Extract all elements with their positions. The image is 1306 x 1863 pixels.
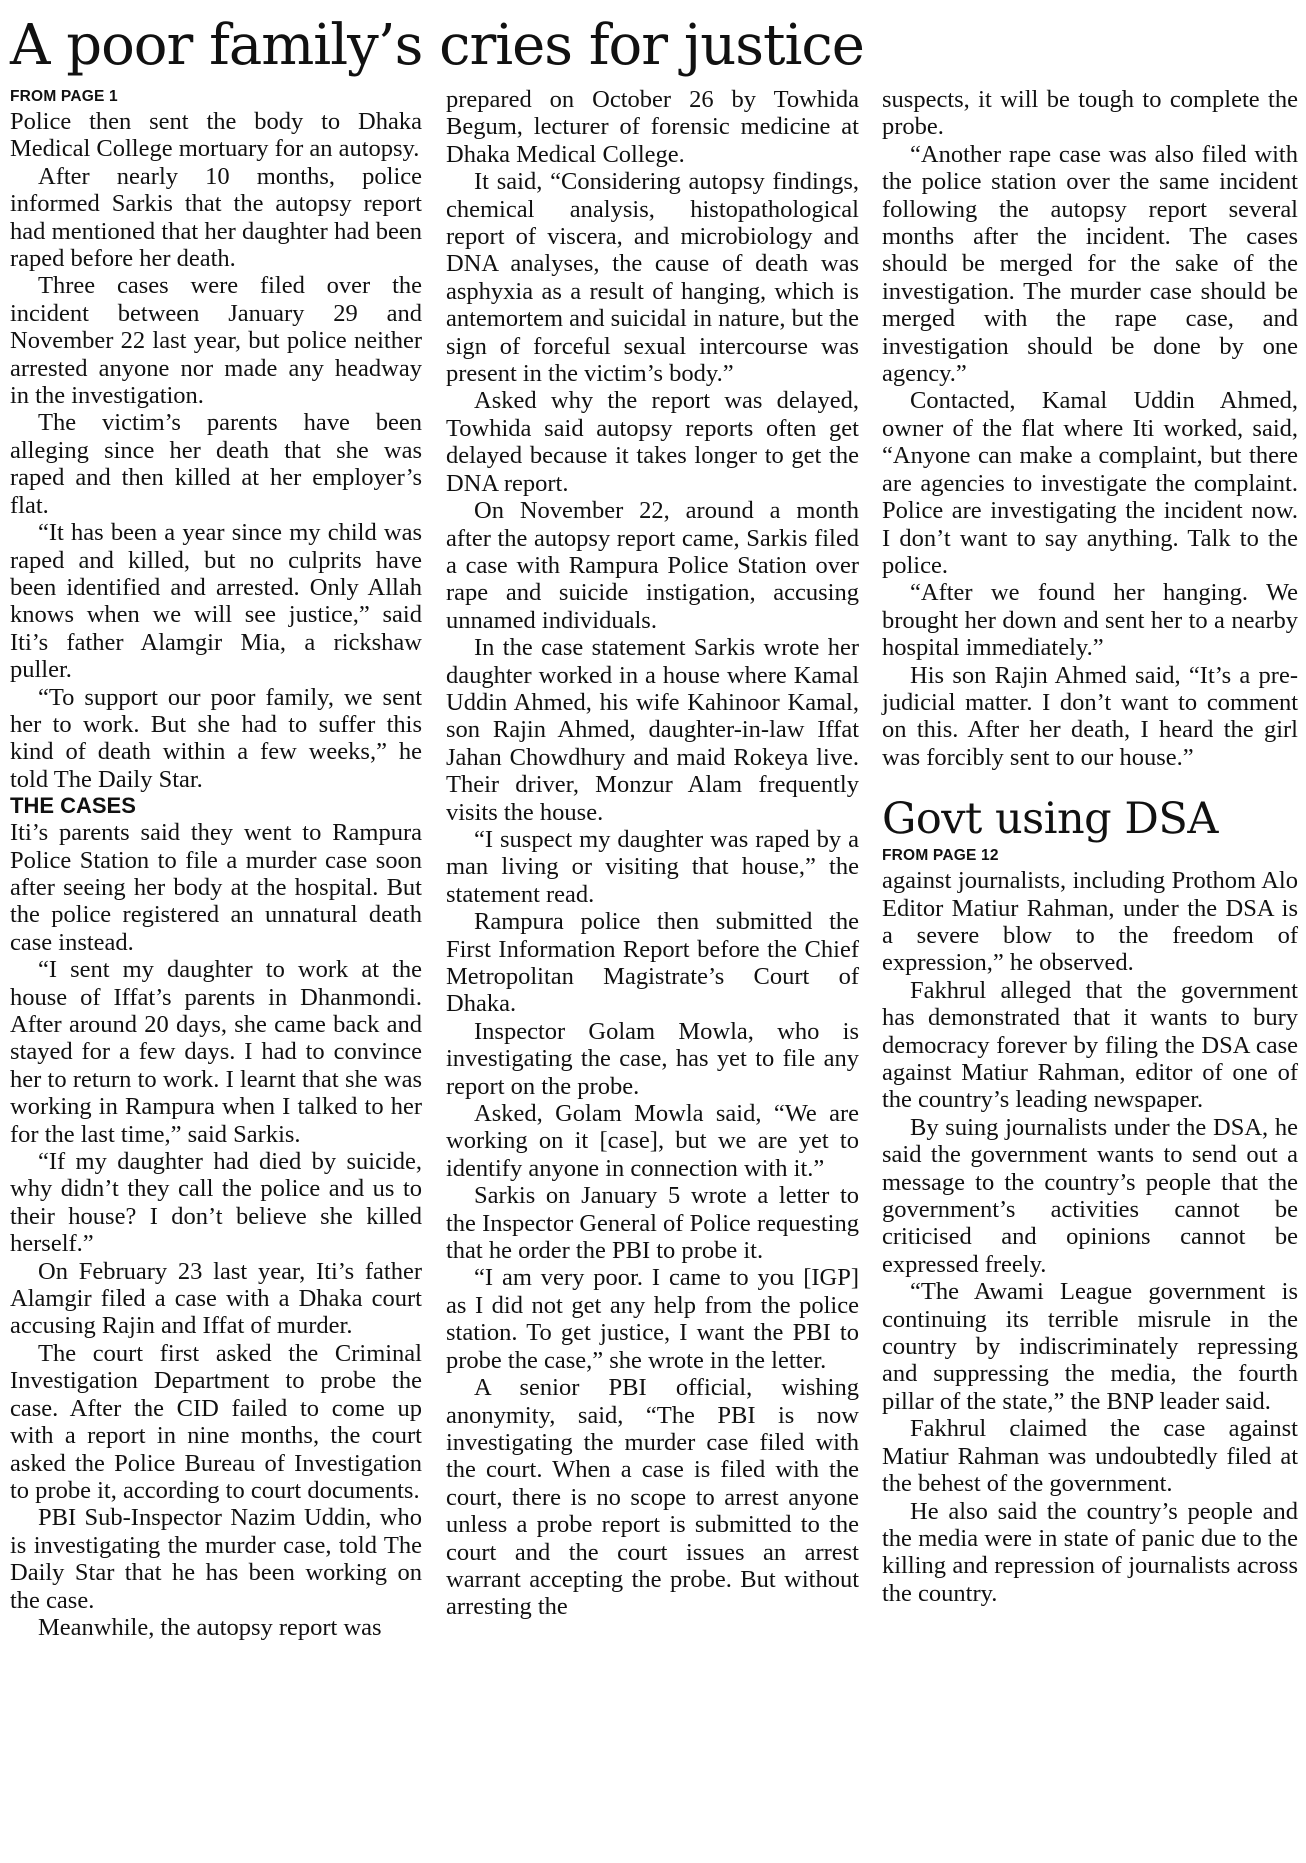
paragraph: “The Awami League government is continuing its terrible misrule in the country by indiscriminately repressing and suppressing the media, the fourth pillar of the state,” the BNP leader said. — [882, 1278, 1298, 1415]
paragraph: suspects, it will be tough to complete the probe. — [882, 86, 1298, 141]
paragraph: “If my daughter had died by suicide, why didn’t they call the police and us to their house? I don’t believe she killed herself.” — [10, 1148, 422, 1258]
paragraph: His son Rajin Ahmed said, “It’s a pre-judicial matter. I don’t want to comment on this. After her death, I heard the girl was forcibly sent to our house.” — [882, 661, 1298, 771]
paragraph: against journalists, including Prothom Alo Editor Matiur Rahman, under the DSA is a severe blow to the freedom of expression,” he observed. — [882, 867, 1298, 977]
paragraph: Three cases were filed over the incident between January 29 and November 22 last year, but police neither arrested anyone nor made any headway in the investigation. — [10, 272, 422, 410]
paragraph: On November 22, around a month after the autopsy report came, Sarkis filed a case with Rampura Police Station over rape and suicide instigation, accusing unnamed individuals. — [446, 497, 859, 634]
story1-column-2 — [446, 86, 859, 1621]
paragraph: He also said the country’s people and the media were in state of panic due to the killing and repression of journalists across the country. — [882, 1497, 1298, 1607]
paragraph: After nearly 10 months, police informed Sarkis that the autopsy report had mentioned that her daughter had been raped before her death. — [10, 162, 422, 273]
paragraph: In the case statement Sarkis wrote her daughter worked in a house where Kamal Uddin Ahmed, his wife Kahinoor Kamal, son Rajin Ahmed, daughter-in-law Iffat Jahan Chowdhury and maid Rokeya live. Their driver, Monzur Alam frequently visits the house. — [446, 634, 859, 826]
paragraph: The court first asked the Criminal Investigation Department to probe the case. After the CID failed to come up with a report in nine months, the court asked the Police Bureau of Investigation to probe it, according to court documents. — [10, 1339, 422, 1504]
paragraph: A senior PBI official, wishing anonymity, said, “The PBI is now investigating the murder case filed with the court. When a case is filed with the court, there is no scope to arrest anyone unless a probe report is submitted to the court and the court issues an arrest warrant accepting the probe. But without arresting the — [446, 1374, 859, 1621]
headline: A poor family’s cries for justice — [10, 13, 864, 78]
paragraph: Fakhrul alleged that the government has demonstrated that it wants to bury democracy forever by filing the DSA case against Matiur Rahman, editor of one of the country’s leading newspaper. — [882, 976, 1298, 1114]
story2-headline: Govt using DSA — [882, 794, 1218, 845]
section-subhead: THE CASES — [10, 793, 136, 819]
paragraph: “To support our poor family, we sent her to work. But she had to suffer this kind of death within a few weeks,” he told The Daily Star. — [10, 683, 422, 793]
paragraph: “Another rape case was also filed with the police station over the same incident following the autopsy report several months after the incident. The cases should be merged for the sake of the investigation. The murder case should be merged with the rape case, and investigation should be done by one agency.” — [882, 140, 1298, 388]
paragraph: It said, “Considering autopsy findings, chemical analysis, histopathological report of viscera, and microbiology and DNA analyses, the cause of death was asphyxia as a result of hanging, which is antemortem and suicidal in nature, but the sign of forceful sexual intercourse was present in the victim’s body.” — [446, 168, 859, 388]
paragraph: Fakhrul claimed the case against Matiur Rahman was undoubtedly filed at the behest of the government. — [882, 1415, 1298, 1498]
paragraph: prepared on October 26 by Towhida Begum, lecturer of forensic medicine at Dhaka Medical College. — [446, 86, 859, 168]
paragraph: Inspector Golam Mowla, who is investigating the case, has yet to file any report on the probe. — [446, 1017, 859, 1100]
paragraph: Asked, Golam Mowla said, “We are working on it [case], but we are yet to identify anyone in connection with it.” — [446, 1100, 859, 1182]
paragraph: Rampura police then submitted the First Information Report before the Chief Metropolitan Magistrate’s Court of Dhaka. — [446, 908, 859, 1018]
paragraph: By suing journalists under the DSA, he said the government wants to send out a message to the country’s people that the government’s activities cannot be criticised and opinions cannot be expressed freely. — [882, 1113, 1298, 1278]
paragraph: Meanwhile, the autopsy report was — [38, 1613, 382, 1641]
paragraph: “I sent my daughter to work at the house of Iffat’s parents in Dhanmondi. After around 20 days, she came back and stayed for a few days. I had to convince her to return to work. I learnt that she was working in Rampura when I talked to her for the last time,” said Sarkis. — [10, 956, 422, 1148]
paragraph: Asked why the report was delayed, Towhida said autopsy reports often get delayed because it takes longer to get the DNA report. — [446, 387, 859, 497]
paragraph: “I suspect my daughter was raped by a man living or visiting that house,” the statement read. — [446, 825, 859, 908]
story1-column-1 — [10, 86, 422, 1641]
story1-column-3 — [882, 86, 1298, 1607]
paragraph: Contacted, Kamal Uddin Ahmed, owner of the flat where Iti worked, said, “Anyone can make a complaint, but there are agencies to investigate the complaint. Police are investigating the incident now. I don’t want to say anything. Talk to the police. — [882, 387, 1298, 579]
story2-continuation-kicker: FROM PAGE 12 — [882, 847, 999, 865]
paragraph: “I am very poor. I came to you [IGP] as I did not get any help from the police station. To get justice, I want the PBI to probe the case,” she wrote in the letter. — [446, 1264, 859, 1374]
paragraph: Iti’s parents said they went to Rampura Police Station to file a murder case soon after seeing her body at the hospital. But the police registered an unnatural death case instead. — [10, 819, 422, 956]
paragraph: PBI Sub-Inspector Nazim Uddin, who is investigating the murder case, told The Daily Star that he has been working on the case. — [10, 1504, 422, 1614]
continuation-kicker: FROM PAGE 1 — [10, 88, 118, 105]
paragraph: “After we found her hanging. We brought her down and sent her to a nearby hospital immediately.” — [882, 579, 1298, 662]
paragraph: On February 23 last year, Iti’s father Alamgir filed a case with a Dhaka court accusing Rajin and Iffat of murder. — [10, 1257, 422, 1340]
paragraph: The victim’s parents have been alleging since her death that she was raped and then killed at her employer’s flat. — [10, 409, 422, 519]
paragraph: Police then sent the body to Dhaka Medical College mortuary for an autopsy. — [10, 108, 422, 163]
paragraph: Sarkis on January 5 wrote a letter to the Inspector General of Police requesting that he order the PBI to probe it. — [446, 1182, 859, 1265]
paragraph: “It has been a year since my child was raped and killed, but no culprits have been identified and arrested. Only Allah knows when we will see justice,” said Iti’s father Alamgir Mia, a rickshaw puller. — [10, 519, 422, 684]
